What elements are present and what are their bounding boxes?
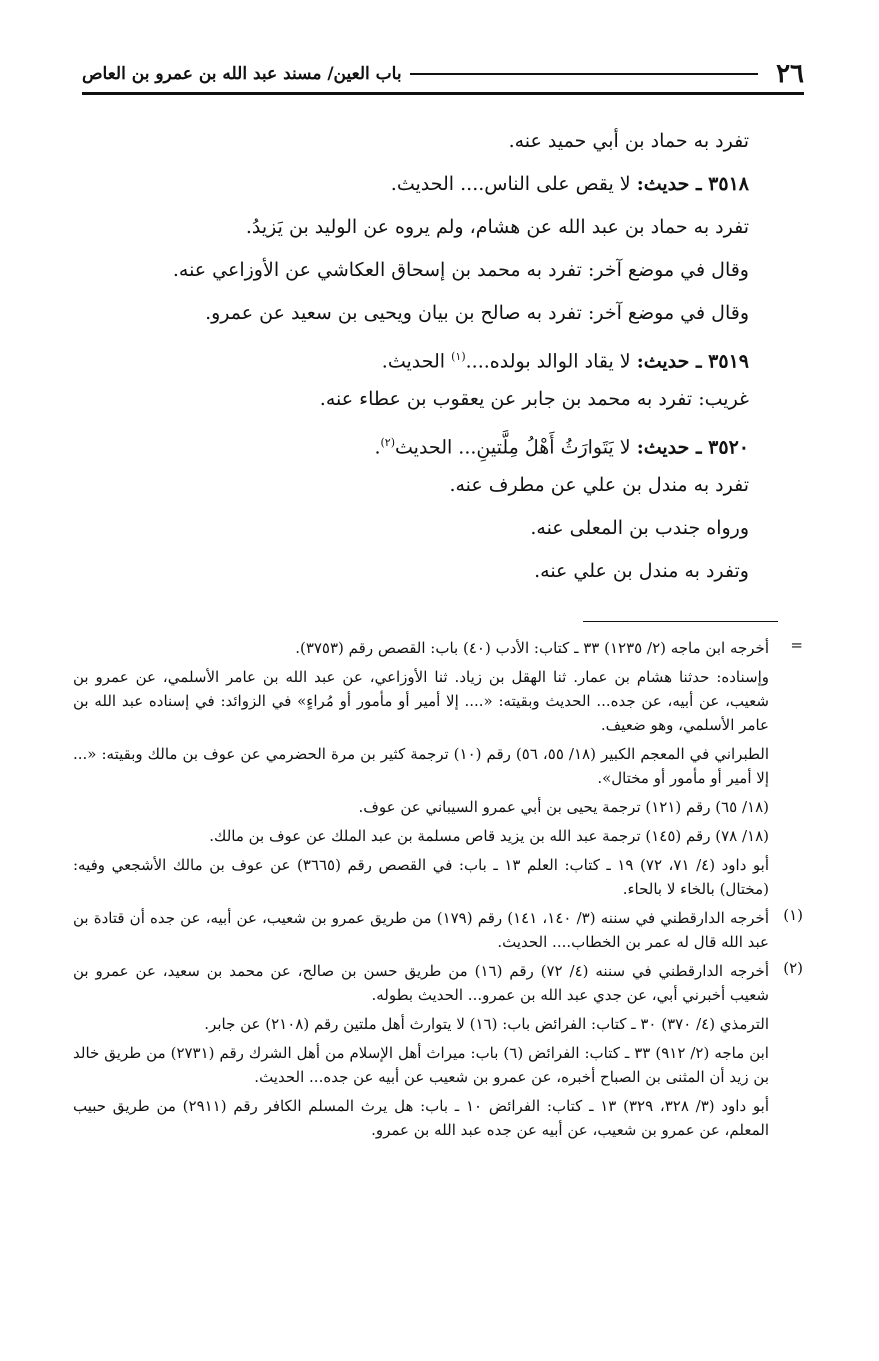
line-text: وقال في موضع آخر: تفرد به محمد بن إسحاق العكاشي عن الأوزاعي عنه. [172,259,749,281]
hadith-number: ٣٥١٩ ـ حديث: [636,350,749,373]
footnote-list [73,906,803,1147]
hadith-number: ٣٥٢٠ ـ حديث: [636,436,749,459]
hadith-line [109,421,749,464]
line-text: وقال في موضع آخر: تفرد به صالح بن بيان ويحيى بن سعيد عن عمرو. [205,302,749,324]
header-title: باب العين/ مسند عبد الله بن عمرو بن العاص [82,64,402,84]
text-line [109,206,749,249]
footnote [73,959,803,1147]
footnote-paragraph: الطبراني في المعجم الكبير (١٨/ ٥٥، ٥٦) رقم (١٠) ترجمة كثير بن مرة الحضرمي عن عوف بن مالك وبقيته: «... إلا أمير أو مأمور أو مختال». [73,745,770,787]
footnote-paragraph: أخرجه الدارقطني في سننه (٣/ ١٤٠، ١٤١) رقم (١٧٩) من طريق عمرو بن شعيب، عن أبيه، عن جده أن قتادة بن عبد الله قال له عمر بن الخطاب.... الحديث. [73,909,769,951]
text-line [109,292,749,335]
footnote-marker: (١) [451,350,466,363]
footnotes [73,636,803,1147]
header-rule [410,73,759,75]
line-text: غريب: تفرد به محمد بن جابر عن يعقوب بن عطاء عنه. [319,388,749,410]
text-line [109,120,749,163]
running-header [82,56,804,95]
footnote-paragraph: أخرجه الدارقطني في سننه (٤/ ٧٢) رقم (١٦) من طريق حسن بن صالح، عن محمد بن سعيد، عن عمرو بن شعيب أخبرني أبي، عن جدي عبد الله بن عمرو... الحديث بطوله. [73,962,769,1004]
line-text-end: . [374,436,381,459]
footnote-paragraph: أبو داود (٤/ ٧١، ٧٢) ١٩ ـ كتاب: العلم ١٣ ـ باب: في القصص رقم (٣٦٦٥) عن عوف بن مالك الأشجعي وفيه: (مختال) بالخاء لا بالحاء. [73,856,770,898]
footnote-body [73,636,769,906]
line-text: تفرد به حماد بن عبد الله عن هشام، ولم يروه عن الوليد بن يَزيدُ. [245,216,749,238]
footnote-marker: (٢) [380,436,396,449]
footnote [73,906,803,959]
footnote-label: (٢) [783,959,803,977]
line-text-end: الحديث. [381,350,452,373]
text-line [109,550,749,593]
footnote-paragraph: (١٨/ ٦٥) رقم (١٢١) ترجمة يحيى بن أبي عمرو السيباني عن عوف. [358,798,769,816]
hadith-line [109,335,749,378]
footnote-paragraph: الترمذي (٤/ ٣٧٠) ٣٠ ـ كتاب: الفرائض باب: (١٦) لا يتوارث أهل ملتين رقم (٢١٠٨) عن جابر. [204,1015,769,1033]
footnote-label: (١) [783,906,803,924]
text-line [109,378,749,421]
line-text: ورواه جندب بن المعلى عنه. [530,517,749,539]
hadith-line [109,163,749,206]
footnote-continuation [73,636,803,906]
line-text: لا يقص على الناس.... الحديث. [390,173,637,195]
text-line [109,249,749,292]
line-text: تفرد به حماد بن أبي حميد عنه. [508,130,749,152]
page-number: ٢٦ [776,59,804,89]
footnote-separator [583,621,778,622]
main-text [109,120,749,593]
footnote-label: = [790,636,803,654]
footnote-paragraph: أخرجه ابن ماجه (٢/ ١٢٣٥) ٣٣ ـ كتاب: الأدب (٤٠) باب: القصص رقم (٣٧٥٣). [295,639,769,657]
hadith-number: ٣٥١٨ ـ حديث: [636,173,749,195]
line-text: تفرد به مندل بن علي عن مطرف عنه. [449,474,749,496]
text-line [109,507,749,550]
line-text: لا يقاد الوالد بولده.... [465,350,637,373]
footnote-paragraph: وإسناده: حدثنا هشام بن عمار. ثنا الهقل بن زياد. ثنا الأوزاعي، عن عبد الله بن عامر الأسلمي، عن عمرو بن شعيب، عن أبيه، عن جده... الحديث وبقيته: «.... إلا أمير أو مأمور أو مُراءٍ» في الزوائد: في إسناده عبد الله بن عامر الأسلمي، وهو ضعيف. [73,668,769,734]
footnote-paragraph: ابن ماجه (٢/ ٩١٢) ٣٣ ـ كتاب: الفرائض (٦) باب: ميراث أهل الإسلام من أهل الشرك رقم (٢٧٣١) من طريق خالد بن زيد أن المثنى بن الصباح أخبره، عن عمرو بن شعيب عن أبيه عن جده... الحديث. [73,1044,769,1086]
footnote-body [73,906,769,959]
line-text: وتفرد به مندل بن علي عنه. [534,560,749,582]
footnote-paragraph: (١٨/ ٧٨) رقم (١٤٥) ترجمة عبد الله بن يزيد قاص مسلمة بن عبد الملك عن عوف بن مالك. [209,827,769,845]
line-text: لا يَتَوارَثُ أَهْلُ مِلَّتينِ... الحديث [395,436,637,459]
footnote-body [73,959,769,1147]
footnote-paragraph: أبو داود (٣/ ٣٢٨، ٣٢٩) ١٣ ـ كتاب: الفرائض ١٠ ـ باب: هل يرث المسلم الكافر رقم (٢٩١١) من طريق حبيب المعلم، عن عمرو بن شعيب، عن أبيه عن جده عبد الله بن عمرو. [73,1097,769,1139]
text-line [109,464,749,507]
